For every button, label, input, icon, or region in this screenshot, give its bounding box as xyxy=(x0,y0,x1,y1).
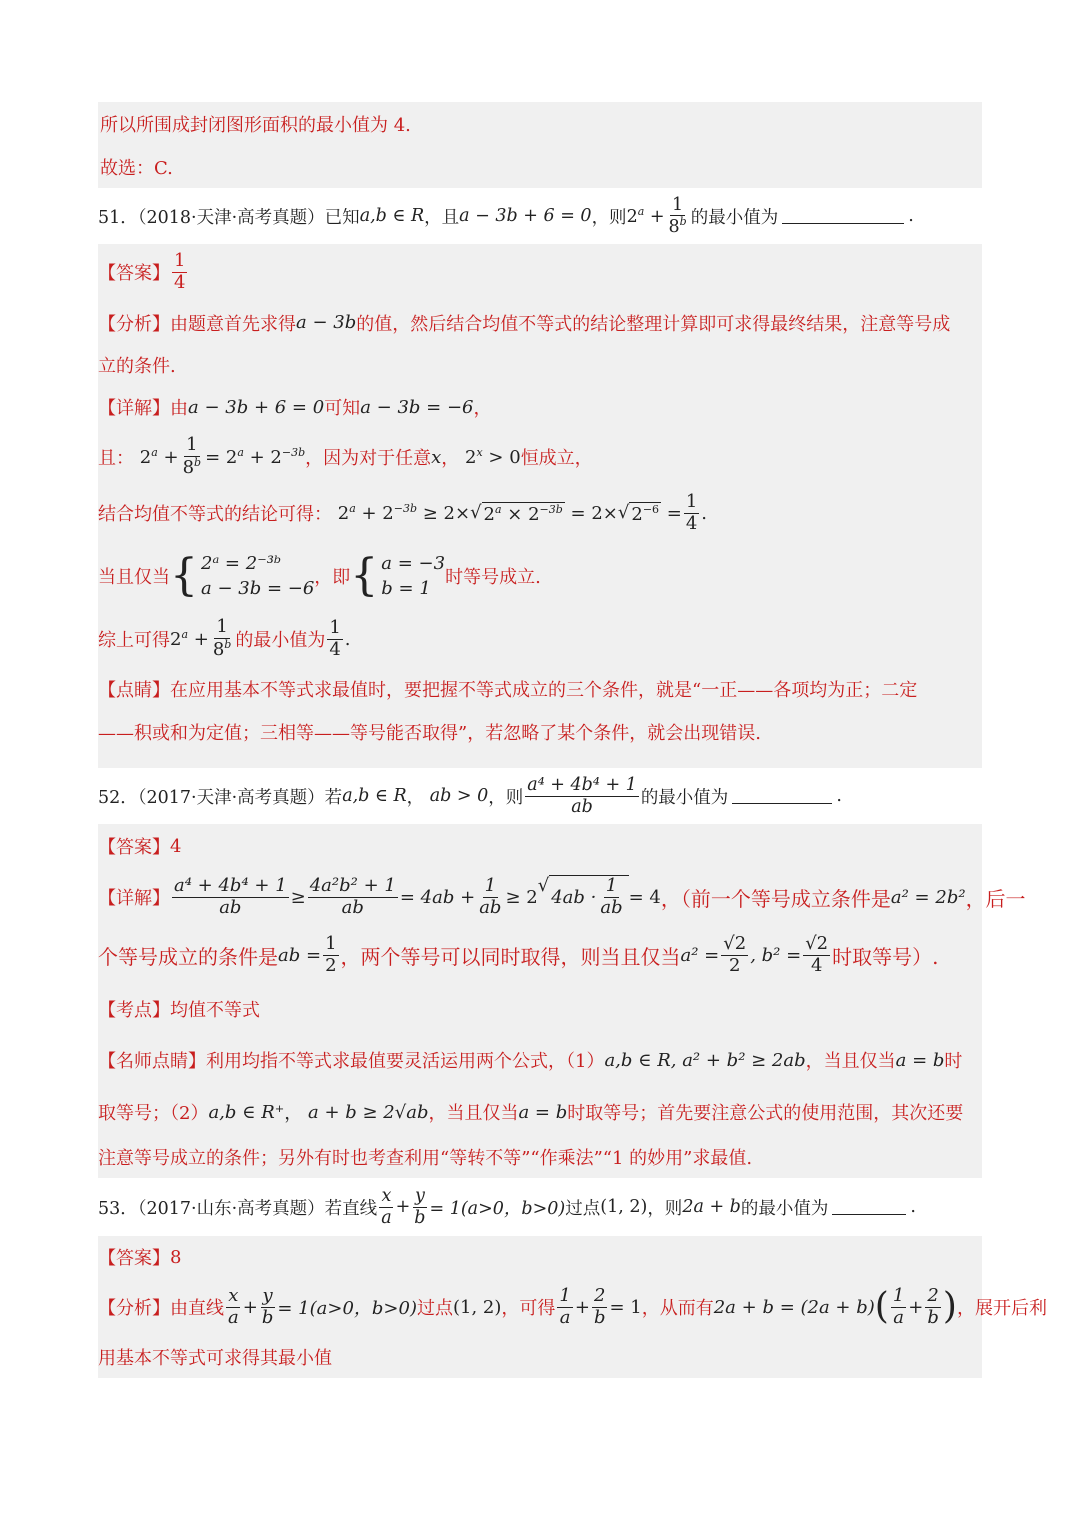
text: 由 xyxy=(170,398,188,419)
math: = $2^a + 2^{-3b}$ xyxy=(205,446,306,468)
answer-tag: 【答案】 xyxy=(98,837,170,858)
text: . xyxy=(836,786,842,806)
fraction: 1 4 xyxy=(174,249,186,293)
detail-line: 结合均值不等式的结论可得： $2^a + 2^{-3b} \ge 2\times$ √ $2^a \times 2^{-3b}$ = 2× √ $2^{-6}$ = $\frac{1}{4}$ . xyxy=(98,490,708,534)
analysis-line xyxy=(98,1336,982,1378)
math: 2a + b = (2a + b) xyxy=(713,1296,875,1318)
fraction: $\frac{\text{a⁴ + 4b⁴ + 1}}{ab}$ xyxy=(174,874,287,918)
text: 的值，然后结合均值不等式的结论整理计算即可求得最终结果，注意等号成 xyxy=(356,313,951,335)
text: 所以所围成封闭图形面积的最小值为 4. xyxy=(100,114,411,136)
text: ，则 xyxy=(647,1198,683,1219)
text: 结合均值不等式的结论可得： xyxy=(98,504,332,525)
math: 2a + b xyxy=(682,1197,741,1217)
detail-line xyxy=(98,429,982,485)
fraction: $\frac{y}{b}$ xyxy=(261,1284,274,1328)
math: x xyxy=(431,446,442,468)
detail-tag: 【详解】 xyxy=(98,888,170,909)
analysis-line xyxy=(98,300,982,345)
text: ——积或和为定值；三相等——等号能否取得”，若忽略了某个条件，就会出现错误. xyxy=(98,723,761,744)
question-51 xyxy=(98,188,982,244)
math: ≥ xyxy=(290,886,306,908)
detail-tag: 【详解】 xyxy=(98,398,170,419)
math: a − 3b + 6 = 0 xyxy=(459,206,592,226)
solution-tail-block xyxy=(98,102,982,188)
solution-51 xyxy=(98,244,982,768)
answer-blank xyxy=(832,1200,906,1215)
math: a,b ∈ R, a² + b² ≥ 2ab xyxy=(604,1049,806,1071)
sqrt: √ $2^a \times 2^{-3b}$ xyxy=(470,501,563,525)
math: a² = xyxy=(680,944,720,966)
math: a = b xyxy=(895,1049,945,1071)
tip-tag: 【点睛】 xyxy=(98,680,170,701)
text: 过点 xyxy=(416,1298,453,1319)
answer-value: 4 xyxy=(170,835,182,857)
text: 立的条件. xyxy=(98,356,176,377)
text: 个等号成立的条件是 xyxy=(98,944,278,969)
text: ，从而有 xyxy=(641,1298,714,1319)
equation-system: { 2ᵃ = 2⁻³ᵇ a − 3b = −6 xyxy=(170,550,315,601)
answer-line xyxy=(98,824,982,868)
math: a − 3b xyxy=(296,312,357,333)
text: ，则 xyxy=(488,787,524,808)
math: = 4 xyxy=(628,886,661,908)
math: = 1(a>0，b>0) xyxy=(429,1198,566,1219)
text: ，可得 xyxy=(501,1298,556,1319)
keypoint-line xyxy=(98,984,982,1034)
fraction: $\frac{\text{4a²b² + 1}}{ab}$ xyxy=(309,874,396,918)
fraction: x a xyxy=(228,1284,239,1328)
text: 的最小值为 xyxy=(640,787,729,808)
text: ，且 xyxy=(424,207,460,228)
math: $2^a$ + xyxy=(170,628,209,650)
fraction: $\frac{1}{8^b}$ xyxy=(182,434,202,478)
math: = 2× xyxy=(564,502,618,524)
text: 时取等号；首先要注意公式的使用范围，其次还要 xyxy=(567,1103,964,1124)
detail-line xyxy=(98,541,982,611)
master-tip-tag: 【名师点睛】 xyxy=(98,1051,206,1072)
answer-line xyxy=(98,244,982,300)
math: a,b ∈ R⁺ xyxy=(208,1101,285,1123)
math: $2^a + 2^{-3b} \ge 2\times$ xyxy=(332,502,471,524)
text: 的最小值为 xyxy=(235,630,326,651)
text: 时 xyxy=(944,1051,963,1072)
text-line xyxy=(100,102,982,145)
text: . xyxy=(910,1197,916,1217)
math: a,b ∈ R xyxy=(359,206,425,226)
text: ，展开后利 xyxy=(956,1298,1047,1319)
text: 当且仅当 xyxy=(98,567,170,588)
math: $2^a$ + xyxy=(134,446,179,468)
text: 可知 xyxy=(324,398,361,419)
text: 且： xyxy=(98,448,134,469)
text: ，当且仅当 xyxy=(428,1103,519,1124)
document-page xyxy=(98,102,1047,1378)
math: = 1(a>0，b>0) xyxy=(277,1298,417,1319)
question-header: 52．（2017·天津·高考真题）若 xyxy=(98,787,343,808)
tip-line xyxy=(98,667,982,711)
text: ，（前一个等号成立条件是 xyxy=(660,886,891,911)
text: 在应用基本不等式求最值时，要把握不等式成立的三个条件，就是“一正——各项均为正；二定 xyxy=(170,680,918,701)
fraction: $\frac{1}{2}$ xyxy=(325,932,337,976)
text: 的最小值为 xyxy=(740,1198,829,1219)
math: ( 1 a + 2 b ) xyxy=(874,1284,957,1328)
analysis-tag: 【分析】 xyxy=(98,1298,170,1319)
math: $2^x > 0$ xyxy=(459,446,521,468)
math: a − 3b + 6 = 0 xyxy=(188,396,325,418)
math: ≥ 2 xyxy=(505,886,538,908)
analysis-tag: 【分析】 xyxy=(98,313,170,335)
text: 恒成立， xyxy=(520,448,593,469)
text: 注意等号成立的条件；另外有时也考查利用“等转不等”“作乘法”“1 的妙用”求最值. xyxy=(98,1148,753,1169)
question-header: 53．（2017·山东·高考真题）若直线 xyxy=(98,1198,378,1219)
text-line xyxy=(100,145,982,188)
math: 2$^a$ + xyxy=(626,205,665,227)
math: a² = 2b² xyxy=(890,886,966,908)
answer-line xyxy=(98,1236,982,1278)
fraction: $\frac{1}{8^b}$ xyxy=(212,616,232,660)
text: 的最小值为 xyxy=(690,207,779,228)
fraction: $\frac{1}{8^b}$ xyxy=(668,194,687,237)
answer-blank xyxy=(732,789,832,804)
math: ab = xyxy=(278,944,322,966)
text: 利用均指不等式求最值要灵活运用两个公式，（1） xyxy=(206,1051,605,1072)
math: , b² = xyxy=(750,944,802,966)
text: 由直线 xyxy=(170,1298,224,1319)
detail-line: 综上可得 $2^a$ + $\frac{1}{8^b}$ 的最小值为 1 4 . xyxy=(98,616,351,660)
text: 时等号成立. xyxy=(445,567,541,588)
question-53: 53．（2017·山东·高考真题）若直线 x a + $\frac{y}{b}$ = 1(a>0，b>0) 过点 (1, 2) ，则 2a + b 的最小值为 . xyxy=(98,1186,916,1228)
fraction: 1 4 xyxy=(329,616,341,660)
text: ， xyxy=(473,398,492,419)
text: 时取等号）. xyxy=(832,944,939,969)
text: 用基本不等式可求得其最小值 xyxy=(98,1348,332,1369)
detail-line xyxy=(98,926,982,984)
text: ，即 xyxy=(314,567,351,588)
math: a,b ∈ R xyxy=(342,786,407,806)
equation-system: { a = −3 b = 1 xyxy=(350,550,446,601)
math: = xyxy=(661,502,682,524)
text: 取等号；（2） xyxy=(98,1103,209,1124)
analysis-line: 【分析】 由直线 x a + $\frac{y}{b}$ = 1(a>0，b>0) 过点 (1, 2) ，可得 1 a + $\frac{2}{b}$ = 1 ，从而有 2a + b = (2a + b) ( 1 a + 2 b ) ，展开后利 xyxy=(98,1284,1047,1328)
math: = 1 xyxy=(609,1296,642,1318)
text: ，则 xyxy=(591,207,627,228)
math: (1, 2) xyxy=(600,1197,648,1217)
math: = 4ab + xyxy=(399,886,476,908)
text: ， xyxy=(441,448,460,469)
keypoint-tag: 【考点】 xyxy=(98,1000,170,1021)
text: 故选：C. xyxy=(100,157,173,179)
fraction: 1 a xyxy=(559,1284,571,1328)
master-tip-line xyxy=(98,1034,982,1086)
solution-52 xyxy=(98,824,1026,1178)
solution-53 xyxy=(98,1236,1047,1378)
analysis-line xyxy=(98,345,982,385)
text: ，两个等号可以同时取得，则当且仅当 xyxy=(340,944,681,969)
detail-line xyxy=(98,868,1026,926)
fraction: $\frac{√2}{4}$ xyxy=(805,932,829,976)
text: ，因为对于任意 xyxy=(305,448,432,469)
question-52: 52．（2017·天津·高考真题）若 a,b ∈ R ， ab > 0 ，则 a⁴ + 4b⁴ + 1 ab 的最小值为 . xyxy=(98,775,842,817)
master-tip-line: 取等号；（2） a,b ∈ R⁺ ， a + b ≥ 2√ab ，当且仅当 a = b 时取等号；首先要注意公式的使用范围，其次还要 xyxy=(98,1086,982,1138)
fraction: $\frac{1}{ab}$ xyxy=(479,874,502,918)
text: 过点 xyxy=(565,1198,601,1219)
fraction: $\frac{2}{b}$ xyxy=(593,1284,606,1328)
answer-tag: 【答案】 xyxy=(98,263,170,284)
answer-tag: 【答案】 xyxy=(98,1248,170,1269)
text: 均值不等式 xyxy=(170,1000,260,1021)
question-header: 51．（2018·天津·高考真题）已知 xyxy=(98,207,360,228)
fraction: $\frac{√2}{2}$ xyxy=(723,932,747,976)
text: ，后一 xyxy=(965,886,1026,911)
master-tip-line xyxy=(98,1138,982,1176)
answer-value: 8 xyxy=(170,1246,182,1268)
sqrt: √ $2^{-6}$ xyxy=(617,501,660,525)
fraction: a⁴ + 4b⁴ + 1 ab xyxy=(527,775,637,817)
fraction: $\frac{y}{b}$ xyxy=(414,1186,426,1228)
math: (1, 2) xyxy=(452,1296,502,1318)
fraction: $\frac{1}{4}$ xyxy=(685,490,698,534)
text: 综上可得 xyxy=(98,630,170,651)
answer-blank xyxy=(782,209,904,224)
tip-line xyxy=(98,711,982,753)
detail-line xyxy=(98,385,982,429)
text: ，当且仅当 xyxy=(805,1051,896,1072)
math: ab > 0 xyxy=(429,786,489,806)
math: a = b xyxy=(518,1101,568,1123)
text: 由题意首先求得 xyxy=(170,313,296,335)
fraction: x a xyxy=(381,1186,392,1228)
text: . xyxy=(908,206,914,226)
math: a + b ≥ 2√ab xyxy=(307,1101,429,1123)
math: a − 3b = −6 xyxy=(360,396,474,418)
sqrt: √ 4ab · 1 ab xyxy=(538,875,629,918)
